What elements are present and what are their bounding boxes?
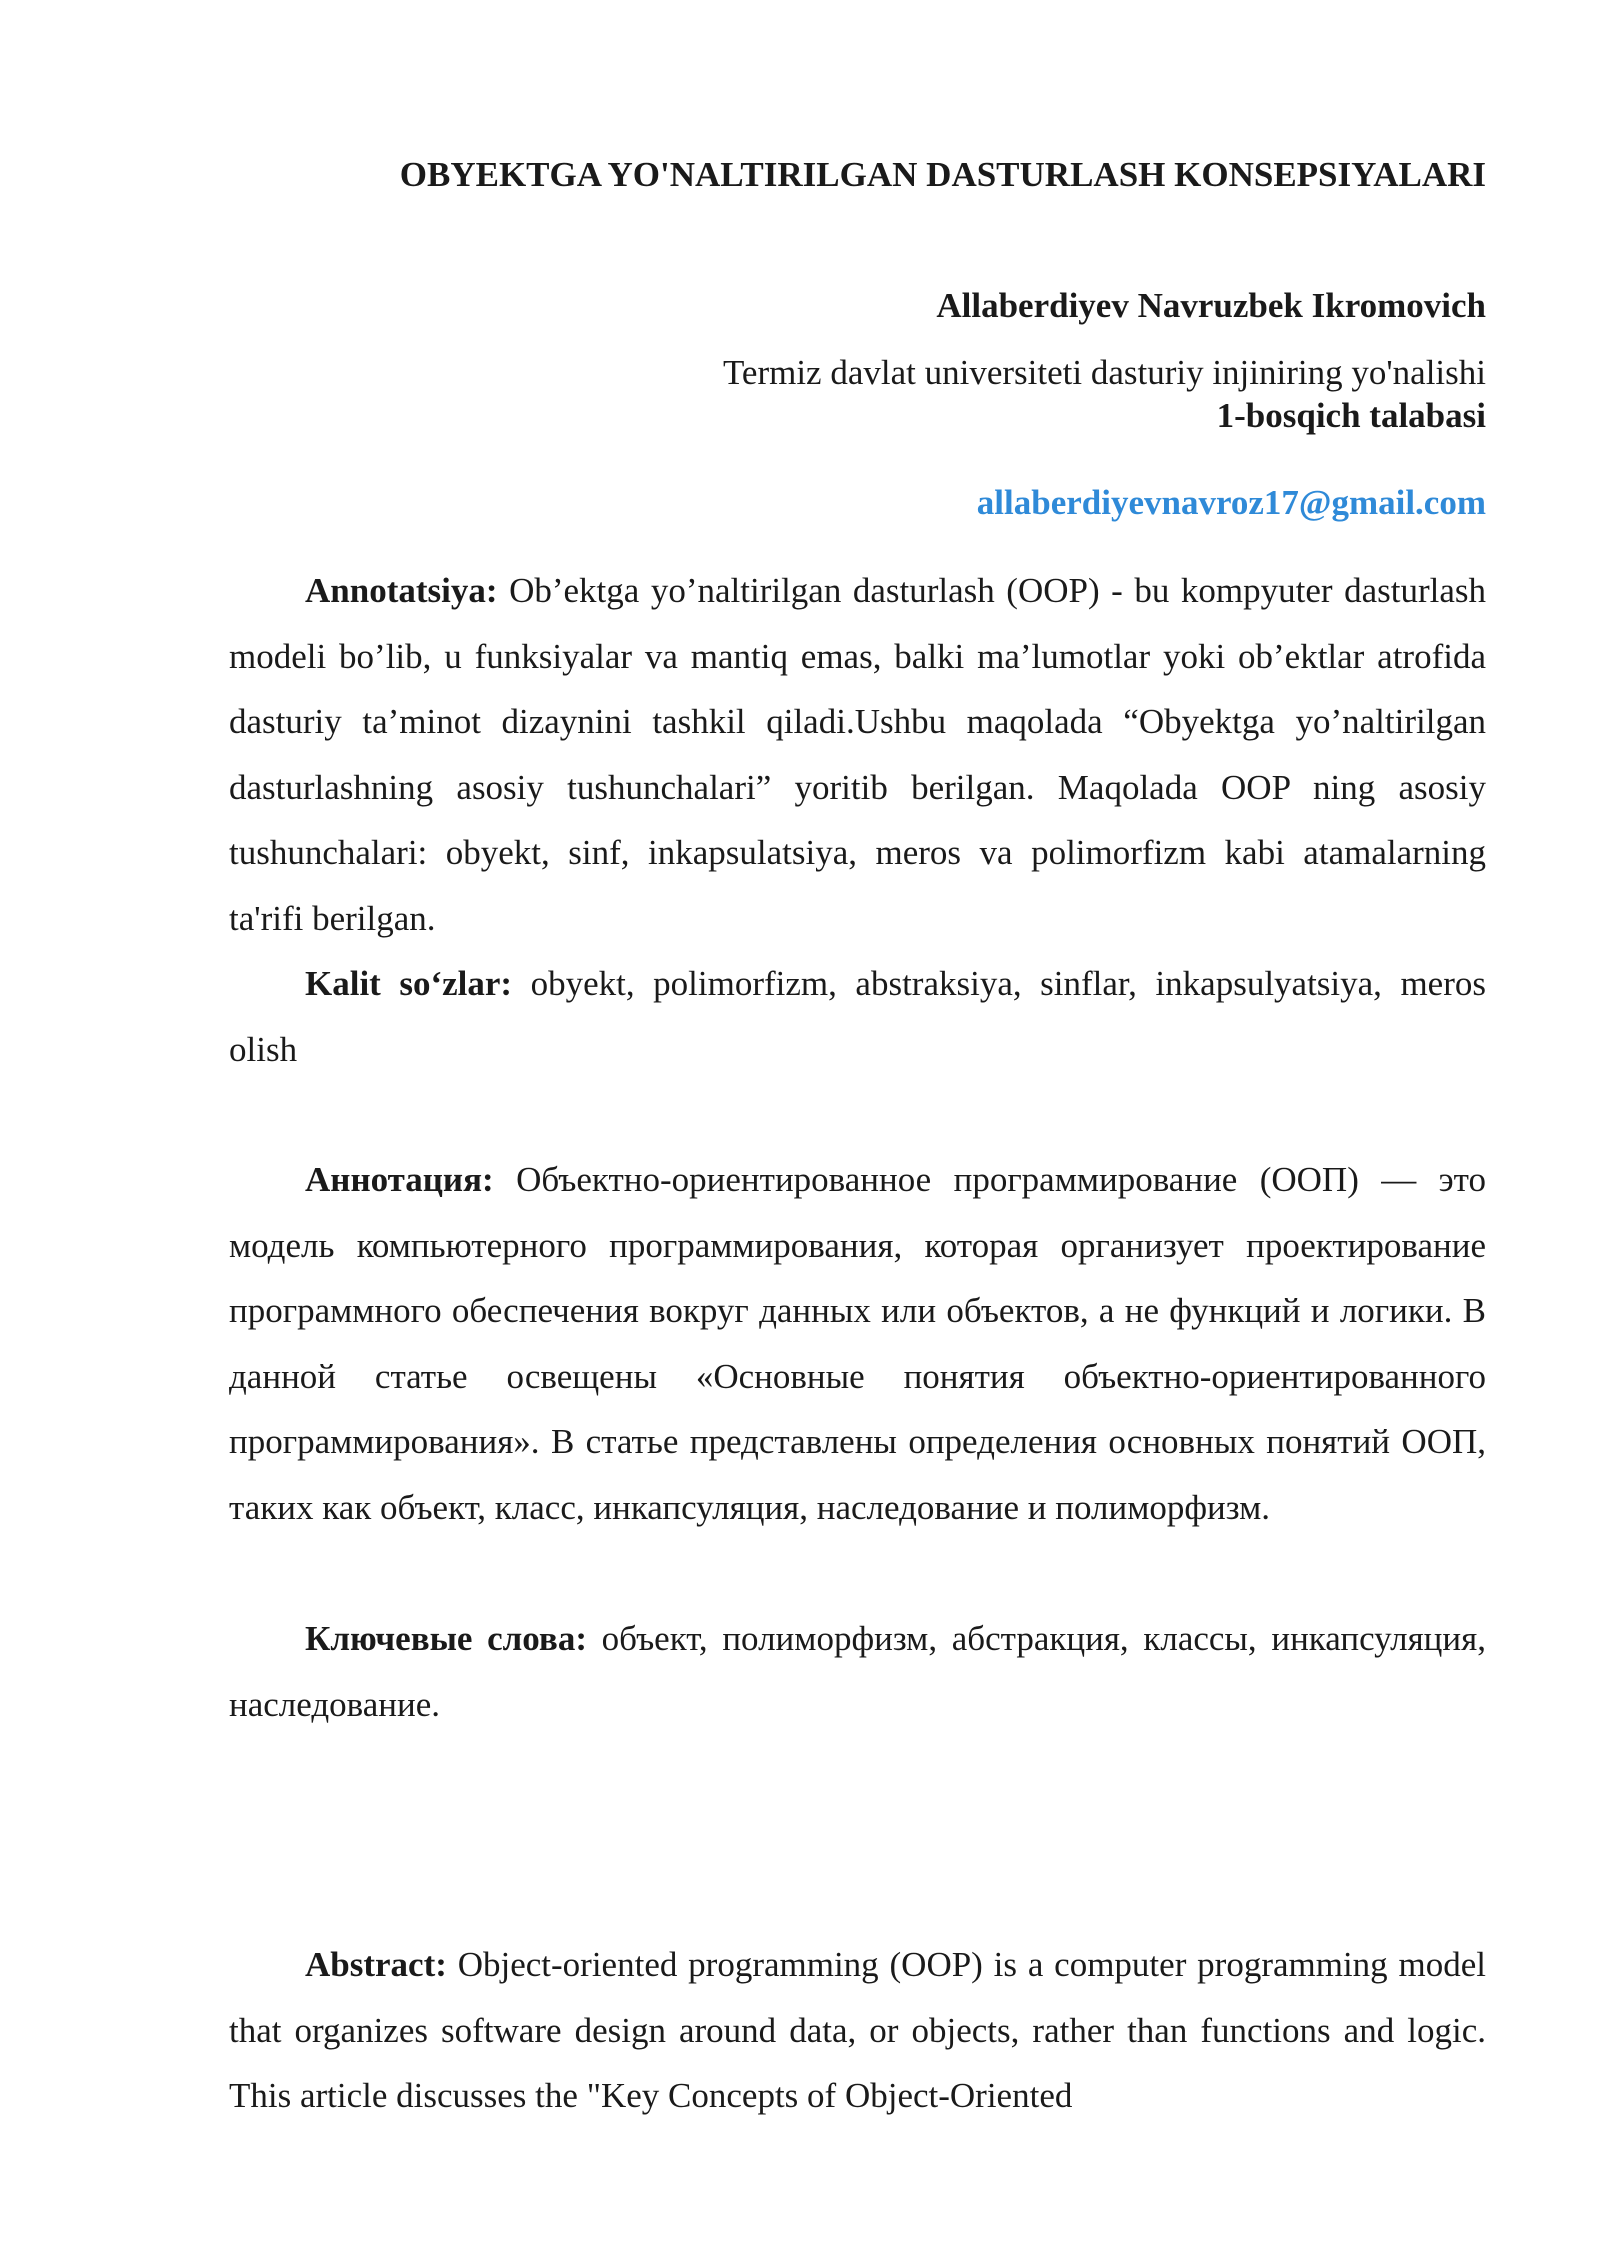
abstract-en-text: Object-oriented programming (OOP) is a computer programming model that organizes software design around data, or objects, rather than functions and logic. This article discusses the "Key Concepts of Object-Oriented (229, 1945, 1486, 2115)
author-email-link[interactable]: allaberdiyevnavroz17@gmail.com (976, 483, 1486, 522)
keywords-ru-text: объект, полиморфизм, абстракция, классы, инкапсуляция, наследование. (229, 1619, 1486, 1724)
author-name: Allaberdiyev Navruzbek Ikromovich (936, 286, 1486, 325)
author-email-line (229, 480, 1486, 526)
annotation-uz-label: Annotatsiya: (305, 571, 498, 610)
keywords-uz (229, 951, 1486, 1082)
keywords-uz-label: Kalit so‘zlar: (305, 964, 513, 1003)
annotation-ru (229, 1147, 1486, 1540)
annotation-ru-text: Объектно-ориентированное программирование (ООП) — это модель компьютерного программирования, которая организует проектирование программного обеспечения вокруг данных или объектов, а не функций и логики. В данной статье освещены «Основные понятия объектно-ориентированного программирования». В статье представлены определения основных понятий ООП, таких как объект, класс, инкапсуляция, наследование и полиморфизм. (229, 1160, 1486, 1527)
author-level: 1-bosqich talabasi (1216, 396, 1486, 435)
annotation-uz (229, 558, 1486, 951)
author-affiliation: Termiz davlat universiteti dasturiy injiniring yo'nalishi (722, 353, 1486, 392)
abstract-en (229, 1932, 1486, 2129)
paper-title: OBYEKTGA YO'NALTIRILGAN DASTURLASH KONSEPSIYALARI (399, 155, 1486, 194)
keywords-ru (229, 1606, 1486, 1737)
annotation-ru-label: Аннотация: (305, 1160, 494, 1199)
annotation-uz-text: Ob’ektga yo’naltirilgan dasturlash (OOP) - bu kompyuter dasturlash modeli bo’lib, u funksiyalar va mantiq emas, balki ma’lumotlar yoki ob’ektlar atrofida dasturiy ta’minot dizaynini tashkil qiladi.Ushbu maqolada “Obyektga yo’naltirilgan dasturlashning asosiy tushunchalari” yoritib berilgan. Maqolada OOP ning asosiy tushunchalari: obyekt, sinf, inkapsulatsiya, meros va polimorfizm kabi atamalarning ta'rifi berilgan. (229, 571, 1486, 938)
keywords-ru-label: Ключевые слова: (305, 1619, 587, 1658)
keywords-uz-text: obyekt, polimorfizm, abstraksiya, sinflar, inkapsulyatsiya, meros olish (229, 964, 1486, 1069)
abstract-en-label: Abstract: (305, 1945, 447, 1984)
